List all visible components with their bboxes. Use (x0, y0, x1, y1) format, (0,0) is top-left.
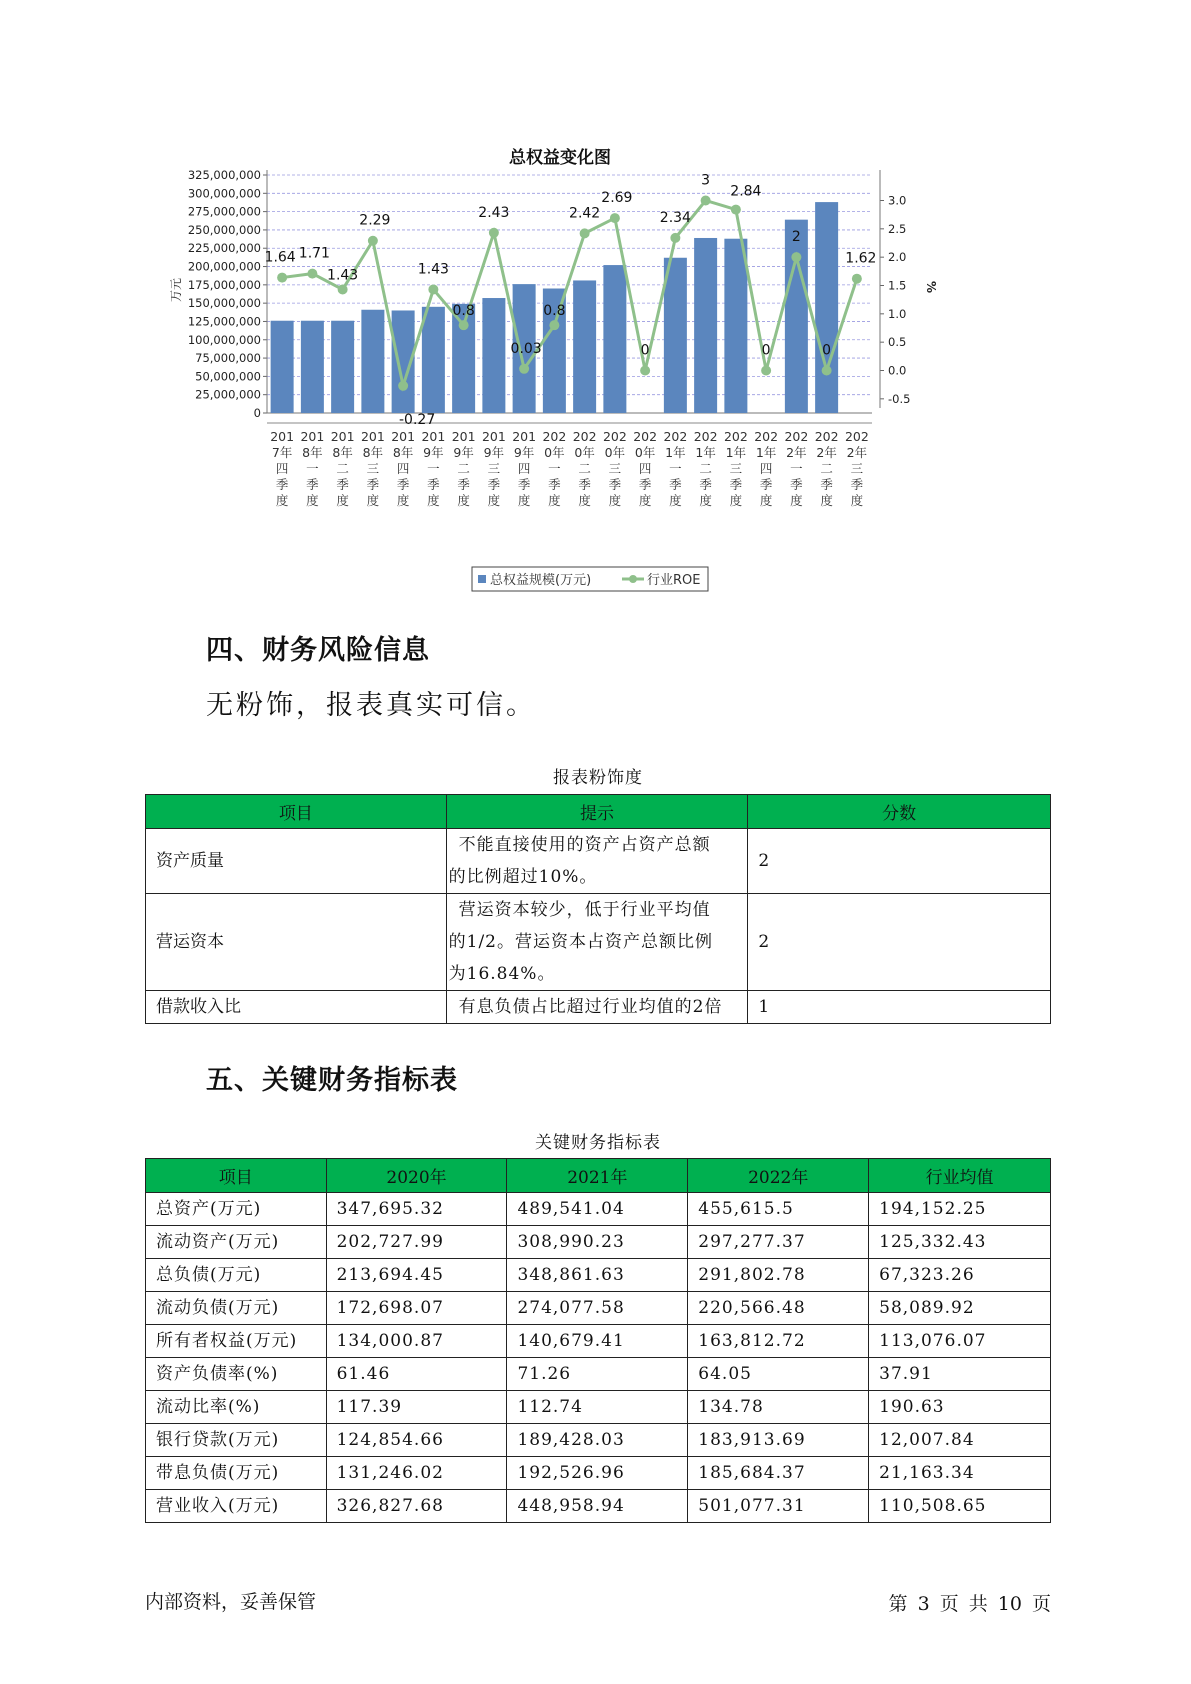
x-tick-label: 三 (850, 461, 864, 476)
x-tick-label: 季 (608, 477, 622, 492)
section5-heading: 五、关键财务指标表 (206, 1065, 458, 1096)
table-row (146, 1325, 1051, 1358)
header-score: 分数 (748, 795, 1051, 829)
risk-hint (446, 829, 748, 894)
roe-point (307, 269, 317, 279)
x-tick-label: 三 (608, 461, 622, 476)
bar (422, 307, 445, 413)
table-row (146, 1457, 1051, 1490)
roe-point (338, 284, 348, 294)
kf-item: 带息负债(万元) (146, 1457, 327, 1490)
x-tick-label: 季 (699, 477, 712, 492)
x-tick-label: 季 (759, 477, 773, 492)
table-row (146, 1193, 1051, 1226)
x-tick-label: 202 (572, 429, 597, 444)
kf-value: 117.39 (326, 1391, 507, 1424)
legend-label: 总权益规模(万元) (490, 573, 592, 588)
roe-point (368, 236, 378, 246)
data-label: -0.27 (399, 411, 436, 428)
x-tick-label: 201 (512, 429, 537, 444)
x-tick-label: 度 (306, 493, 319, 508)
x-tick-label: 度 (396, 493, 410, 508)
x-tick-label: 季 (638, 477, 652, 492)
x-tick-label: 1年 (695, 445, 716, 460)
risk-hint-line: 营运资本较少，低于行业平均值 (458, 900, 711, 920)
x-tick-label: 季 (578, 477, 591, 492)
kf-value: 192,526.96 (507, 1457, 688, 1490)
y-tick-label: 275,000,000 (187, 204, 261, 219)
kf-item: 流动比率(%) (146, 1391, 327, 1424)
kf-value: 348,861.63 (507, 1259, 688, 1292)
x-tick-label: 二 (699, 461, 712, 476)
x-tick-label: 四 (638, 461, 652, 476)
roe-point (670, 233, 680, 243)
data-label: 0 (822, 342, 832, 359)
kf-item: 流动负债(万元) (146, 1292, 327, 1325)
x-tick-label: 一 (669, 461, 682, 476)
bar (694, 238, 717, 413)
kf-value: 220,566.48 (688, 1292, 869, 1325)
x-tick-label: 0年 (634, 445, 656, 460)
x-tick-label: 二 (820, 461, 833, 476)
kf-value: 12,007.84 (869, 1424, 1051, 1457)
kf-value: 448,958.94 (507, 1490, 688, 1523)
x-tick-label: 202 (754, 429, 779, 444)
x-tick-label: 度 (487, 493, 501, 508)
y-tick-label: 25,000,000 (195, 387, 261, 402)
kf-value: 291,802.78 (688, 1259, 869, 1292)
x-tick-label: 季 (487, 477, 501, 492)
bar (664, 258, 687, 413)
x-tick-label: 三 (487, 461, 501, 476)
risk-item: 资产质量 (146, 829, 447, 894)
roe-point (761, 366, 771, 376)
chart-svg (150, 135, 970, 600)
x-tick-label: 202 (542, 429, 567, 444)
data-label: 1.43 (327, 267, 359, 284)
header-2020: 2020年 (326, 1159, 507, 1193)
y2-tick-label: 0.0 (888, 363, 907, 378)
x-tick-label: 度 (275, 493, 289, 508)
risk-hint (446, 991, 748, 1024)
kf-table-header (146, 1159, 1051, 1193)
risk-hint-line: 为16.84%。 (448, 964, 556, 984)
bar (573, 280, 596, 413)
table-row (146, 991, 1051, 1024)
legend-swatch-bar (478, 575, 486, 583)
bar (785, 220, 808, 413)
y-tick-label: 200,000,000 (187, 259, 261, 274)
roe-point (277, 273, 287, 283)
kf-value: 501,077.31 (688, 1490, 869, 1523)
y-tick-label: 300,000,000 (187, 186, 261, 201)
legend-label: 行业ROE (647, 573, 701, 588)
data-label: 2.29 (359, 212, 391, 229)
x-tick-label: 度 (427, 493, 440, 508)
x-tick-label: 8年 (302, 445, 323, 460)
table-row (146, 1292, 1051, 1325)
kf-value: 21,163.34 (869, 1457, 1051, 1490)
y2-tick-label: 2.5 (888, 221, 907, 236)
data-label: 1.64 (264, 249, 296, 266)
kf-value: 61.46 (326, 1358, 507, 1391)
kf-value: 455,615.5 (688, 1193, 869, 1226)
x-tick-label: 季 (548, 477, 561, 492)
bar (815, 202, 838, 413)
x-tick-label: 季 (669, 477, 682, 492)
x-tick-label: 二 (457, 461, 470, 476)
equity-chart (150, 135, 970, 600)
bar (724, 239, 747, 413)
x-tick-label: 9年 (483, 445, 505, 460)
risk-item: 营运资本 (146, 894, 447, 991)
x-tick-label: 一 (790, 461, 803, 476)
x-tick-label: 202 (723, 429, 748, 444)
x-tick-label: 201 (300, 429, 325, 444)
x-tick-label: 7年 (271, 445, 293, 460)
x-tick-label: 202 (784, 429, 809, 444)
data-label: 2.43 (478, 204, 510, 221)
kf-item: 所有者权益(万元) (146, 1325, 327, 1358)
data-label: 2.69 (601, 190, 633, 207)
x-tick-label: 季 (790, 477, 803, 492)
y2-tick-label: 2.0 (888, 250, 907, 265)
risk-hint-line: 的1/2。营运资本占资产总额比例 (448, 932, 713, 952)
kf-value: 489,541.04 (507, 1193, 688, 1226)
kf-value: 326,827.68 (326, 1490, 507, 1523)
kf-value: 274,077.58 (507, 1292, 688, 1325)
x-tick-label: 季 (820, 477, 833, 492)
x-tick-label: 三 (366, 461, 380, 476)
kf-value: 308,990.23 (507, 1226, 688, 1259)
x-tick-label: 度 (517, 493, 531, 508)
bar (271, 321, 294, 413)
x-tick-label: 202 (693, 429, 718, 444)
x-tick-label: 8年 (392, 445, 414, 460)
kf-value: 110,508.65 (869, 1490, 1051, 1523)
kf-value: 67,323.26 (869, 1259, 1051, 1292)
y-tick-label: 150,000,000 (187, 296, 261, 311)
key-financial-table (145, 1158, 1051, 1523)
y-tick-label: 250,000,000 (187, 222, 261, 237)
x-tick-label: 度 (638, 493, 652, 508)
header-hint: 提示 (446, 795, 748, 829)
kf-value: 213,694.45 (326, 1259, 507, 1292)
kf-value: 183,913.69 (688, 1424, 869, 1457)
x-tick-label: 2年 (846, 445, 868, 460)
risk-score: 2 (748, 829, 1051, 894)
kf-value: 125,332.43 (869, 1226, 1051, 1259)
roe-point (549, 320, 559, 330)
kf-value: 163,812.72 (688, 1325, 869, 1358)
risk-hint-line: 有息负债占比超过行业均值的2倍 (458, 997, 723, 1017)
risk-score: 2 (748, 894, 1051, 991)
y-tick-label: 175,000,000 (187, 277, 261, 292)
table-row (146, 894, 1051, 991)
roe-point (459, 320, 469, 330)
kf-value: 185,684.37 (688, 1457, 869, 1490)
x-tick-label: 201 (481, 429, 506, 444)
roe-point (791, 252, 801, 262)
x-tick-label: 0年 (574, 445, 595, 460)
x-tick-label: 8年 (362, 445, 384, 460)
x-tick-label: 度 (457, 493, 470, 508)
data-label: 0 (640, 342, 650, 359)
x-tick-label: 季 (850, 477, 864, 492)
kf-value: 37.91 (869, 1358, 1051, 1391)
section4-heading: 四、财务风险信息 (206, 635, 430, 666)
x-tick-label: 度 (790, 493, 803, 508)
kf-table-caption: 关键财务指标表 (535, 1133, 661, 1153)
roe-point (852, 274, 862, 284)
risk-hint-line: 的比例超过10%。 (448, 867, 598, 887)
x-tick-label: 0年 (544, 445, 565, 460)
risk-hint-line: 不能直接使用的资产占资产总额 (458, 835, 711, 855)
footer-page-number: 第 3 页 共 10 页 (888, 1593, 1051, 1615)
y2-tick-label: 1.5 (888, 278, 907, 293)
table-row (146, 1424, 1051, 1457)
x-tick-label: 季 (306, 477, 319, 492)
kf-item: 流动资产(万元) (146, 1226, 327, 1259)
x-tick-label: 度 (820, 493, 833, 508)
kf-value: 113,076.07 (869, 1325, 1051, 1358)
risk-table-header (146, 795, 1051, 829)
header-2021: 2021年 (507, 1159, 688, 1193)
bar (331, 321, 354, 413)
roe-point (428, 284, 438, 294)
x-tick-label: 201 (330, 429, 355, 444)
kf-item: 营业收入(万元) (146, 1490, 327, 1523)
y-tick-label: 50,000,000 (195, 369, 261, 384)
x-tick-label: 9年 (453, 445, 474, 460)
kf-item: 资产负债率(%) (146, 1358, 327, 1391)
roe-point (731, 205, 741, 215)
data-label: 3 (701, 172, 711, 189)
y-tick-label: 125,000,000 (187, 314, 261, 329)
header-item: 项目 (146, 795, 447, 829)
x-tick-label: 9年 (513, 445, 535, 460)
bar (361, 310, 384, 413)
bar (603, 265, 626, 413)
table-row (146, 1391, 1051, 1424)
kf-value: 134,000.87 (326, 1325, 507, 1358)
legend-swatch-dot (629, 575, 637, 583)
x-tick-label: 一 (427, 461, 440, 476)
data-label: 1.71 (298, 245, 330, 262)
x-tick-label: 度 (608, 493, 622, 508)
kf-value: 194,152.25 (869, 1193, 1051, 1226)
x-tick-label: 度 (759, 493, 773, 508)
x-tick-label: 四 (517, 461, 531, 476)
data-label: 0 (761, 342, 771, 359)
kf-item: 总负债(万元) (146, 1259, 327, 1292)
data-label: 0.8 (543, 303, 566, 320)
x-tick-label: 四 (759, 461, 773, 476)
x-tick-label: 202 (844, 429, 869, 444)
bar (482, 298, 505, 413)
risk-table-caption: 报表粉饰度 (553, 768, 643, 788)
y-tick-label: 225,000,000 (187, 241, 261, 256)
x-tick-label: 度 (669, 493, 682, 508)
x-tick-label: 201 (421, 429, 446, 444)
x-tick-label: 季 (336, 477, 349, 492)
footer-confidential: 内部资料，妥善保管 (145, 1591, 317, 1613)
roe-point (580, 228, 590, 238)
data-label: 0.03 (510, 340, 542, 357)
data-label: 1.62 (845, 250, 877, 267)
data-label: 2 (791, 229, 801, 246)
kf-value: 131,246.02 (326, 1457, 507, 1490)
y2-tick-label: -0.5 (888, 391, 911, 406)
header-2022: 2022年 (688, 1159, 869, 1193)
kf-value: 190.63 (869, 1391, 1051, 1424)
x-tick-label: 季 (366, 477, 380, 492)
kf-value: 124,854.66 (326, 1424, 507, 1457)
x-tick-label: 2年 (816, 445, 837, 460)
x-tick-label: 201 (360, 429, 385, 444)
header-industry-avg: 行业均值 (869, 1159, 1051, 1193)
x-tick-label: 度 (548, 493, 561, 508)
kf-value: 140,679.41 (507, 1325, 688, 1358)
y2-tick-label: 0.5 (888, 335, 907, 350)
x-tick-label: 度 (850, 493, 864, 508)
x-tick-label: 201 (391, 429, 416, 444)
kf-value: 112.74 (507, 1391, 688, 1424)
kf-value: 71.26 (507, 1358, 688, 1391)
x-tick-label: 202 (633, 429, 658, 444)
bar (301, 321, 324, 413)
roe-point (398, 381, 408, 391)
roe-point (822, 366, 832, 376)
data-label: 2.34 (659, 209, 691, 226)
y2-axis-title: % (924, 280, 938, 294)
x-tick-label: 度 (729, 493, 743, 508)
x-tick-label: 0年 (604, 445, 626, 460)
data-label: 1.43 (417, 261, 449, 278)
x-tick-label: 四 (275, 461, 289, 476)
roe-point (701, 196, 711, 206)
x-tick-label: 季 (457, 477, 470, 492)
data-label: 2.42 (569, 205, 601, 222)
y2-tick-label: 1.0 (888, 306, 907, 321)
table-row (146, 1226, 1051, 1259)
y-tick-label: 75,000,000 (195, 351, 261, 366)
x-tick-label: 202 (663, 429, 688, 444)
x-tick-label: 度 (366, 493, 380, 508)
roe-point (610, 213, 620, 223)
x-tick-label: 8年 (332, 445, 353, 460)
x-tick-label: 202 (814, 429, 839, 444)
x-tick-label: 2年 (786, 445, 807, 460)
x-tick-label: 季 (275, 477, 289, 492)
y-tick-label: 100,000,000 (187, 332, 261, 347)
header-item: 项目 (146, 1159, 327, 1193)
kf-value: 172,698.07 (326, 1292, 507, 1325)
table-row (146, 1490, 1051, 1523)
table-row (146, 829, 1051, 894)
risk-table (145, 794, 1051, 1024)
kf-value: 134.78 (688, 1391, 869, 1424)
kf-value: 189,428.03 (507, 1424, 688, 1457)
kf-value: 202,727.99 (326, 1226, 507, 1259)
x-tick-label: 一 (306, 461, 319, 476)
table-row (146, 1358, 1051, 1391)
risk-score: 1 (748, 991, 1051, 1024)
table-row (146, 1259, 1051, 1292)
x-tick-label: 一 (548, 461, 561, 476)
kf-value: 58,089.92 (869, 1292, 1051, 1325)
x-tick-label: 三 (729, 461, 743, 476)
x-tick-label: 201 (451, 429, 476, 444)
roe-point (519, 364, 529, 374)
kf-value: 347,695.32 (326, 1193, 507, 1226)
data-label: 0.8 (452, 303, 475, 320)
x-tick-label: 二 (578, 461, 591, 476)
x-tick-label: 度 (699, 493, 712, 508)
risk-hint (446, 894, 748, 991)
x-tick-label: 1年 (725, 445, 747, 460)
roe-point (640, 366, 650, 376)
y-tick-label: 0 (253, 406, 261, 420)
kf-value: 64.05 (688, 1358, 869, 1391)
x-tick-label: 二 (336, 461, 349, 476)
x-tick-label: 季 (729, 477, 743, 492)
y-tick-label: 325,000,000 (187, 168, 261, 182)
x-tick-label: 201 (270, 429, 295, 444)
y-axis-title: 万元 (169, 277, 183, 303)
x-tick-label: 度 (578, 493, 591, 508)
x-tick-label: 四 (396, 461, 410, 476)
x-tick-label: 季 (427, 477, 440, 492)
kf-item: 总资产(万元) (146, 1193, 327, 1226)
y2-tick-label: 3.0 (888, 193, 907, 208)
x-tick-label: 1年 (665, 445, 686, 460)
roe-point (489, 228, 499, 238)
section4-text: 无粉饰，报表真实可信。 (206, 690, 536, 721)
chart-title: 总权益变化图 (509, 148, 611, 168)
kf-item: 银行贷款(万元) (146, 1424, 327, 1457)
risk-item: 借款收入比 (146, 991, 447, 1024)
data-label: 2.84 (730, 183, 762, 200)
x-tick-label: 季 (396, 477, 410, 492)
kf-value: 297,277.37 (688, 1226, 869, 1259)
x-tick-label: 季 (517, 477, 531, 492)
x-tick-label: 1年 (755, 445, 777, 460)
x-tick-label: 9年 (423, 445, 444, 460)
x-tick-label: 度 (336, 493, 349, 508)
x-tick-label: 202 (602, 429, 627, 444)
